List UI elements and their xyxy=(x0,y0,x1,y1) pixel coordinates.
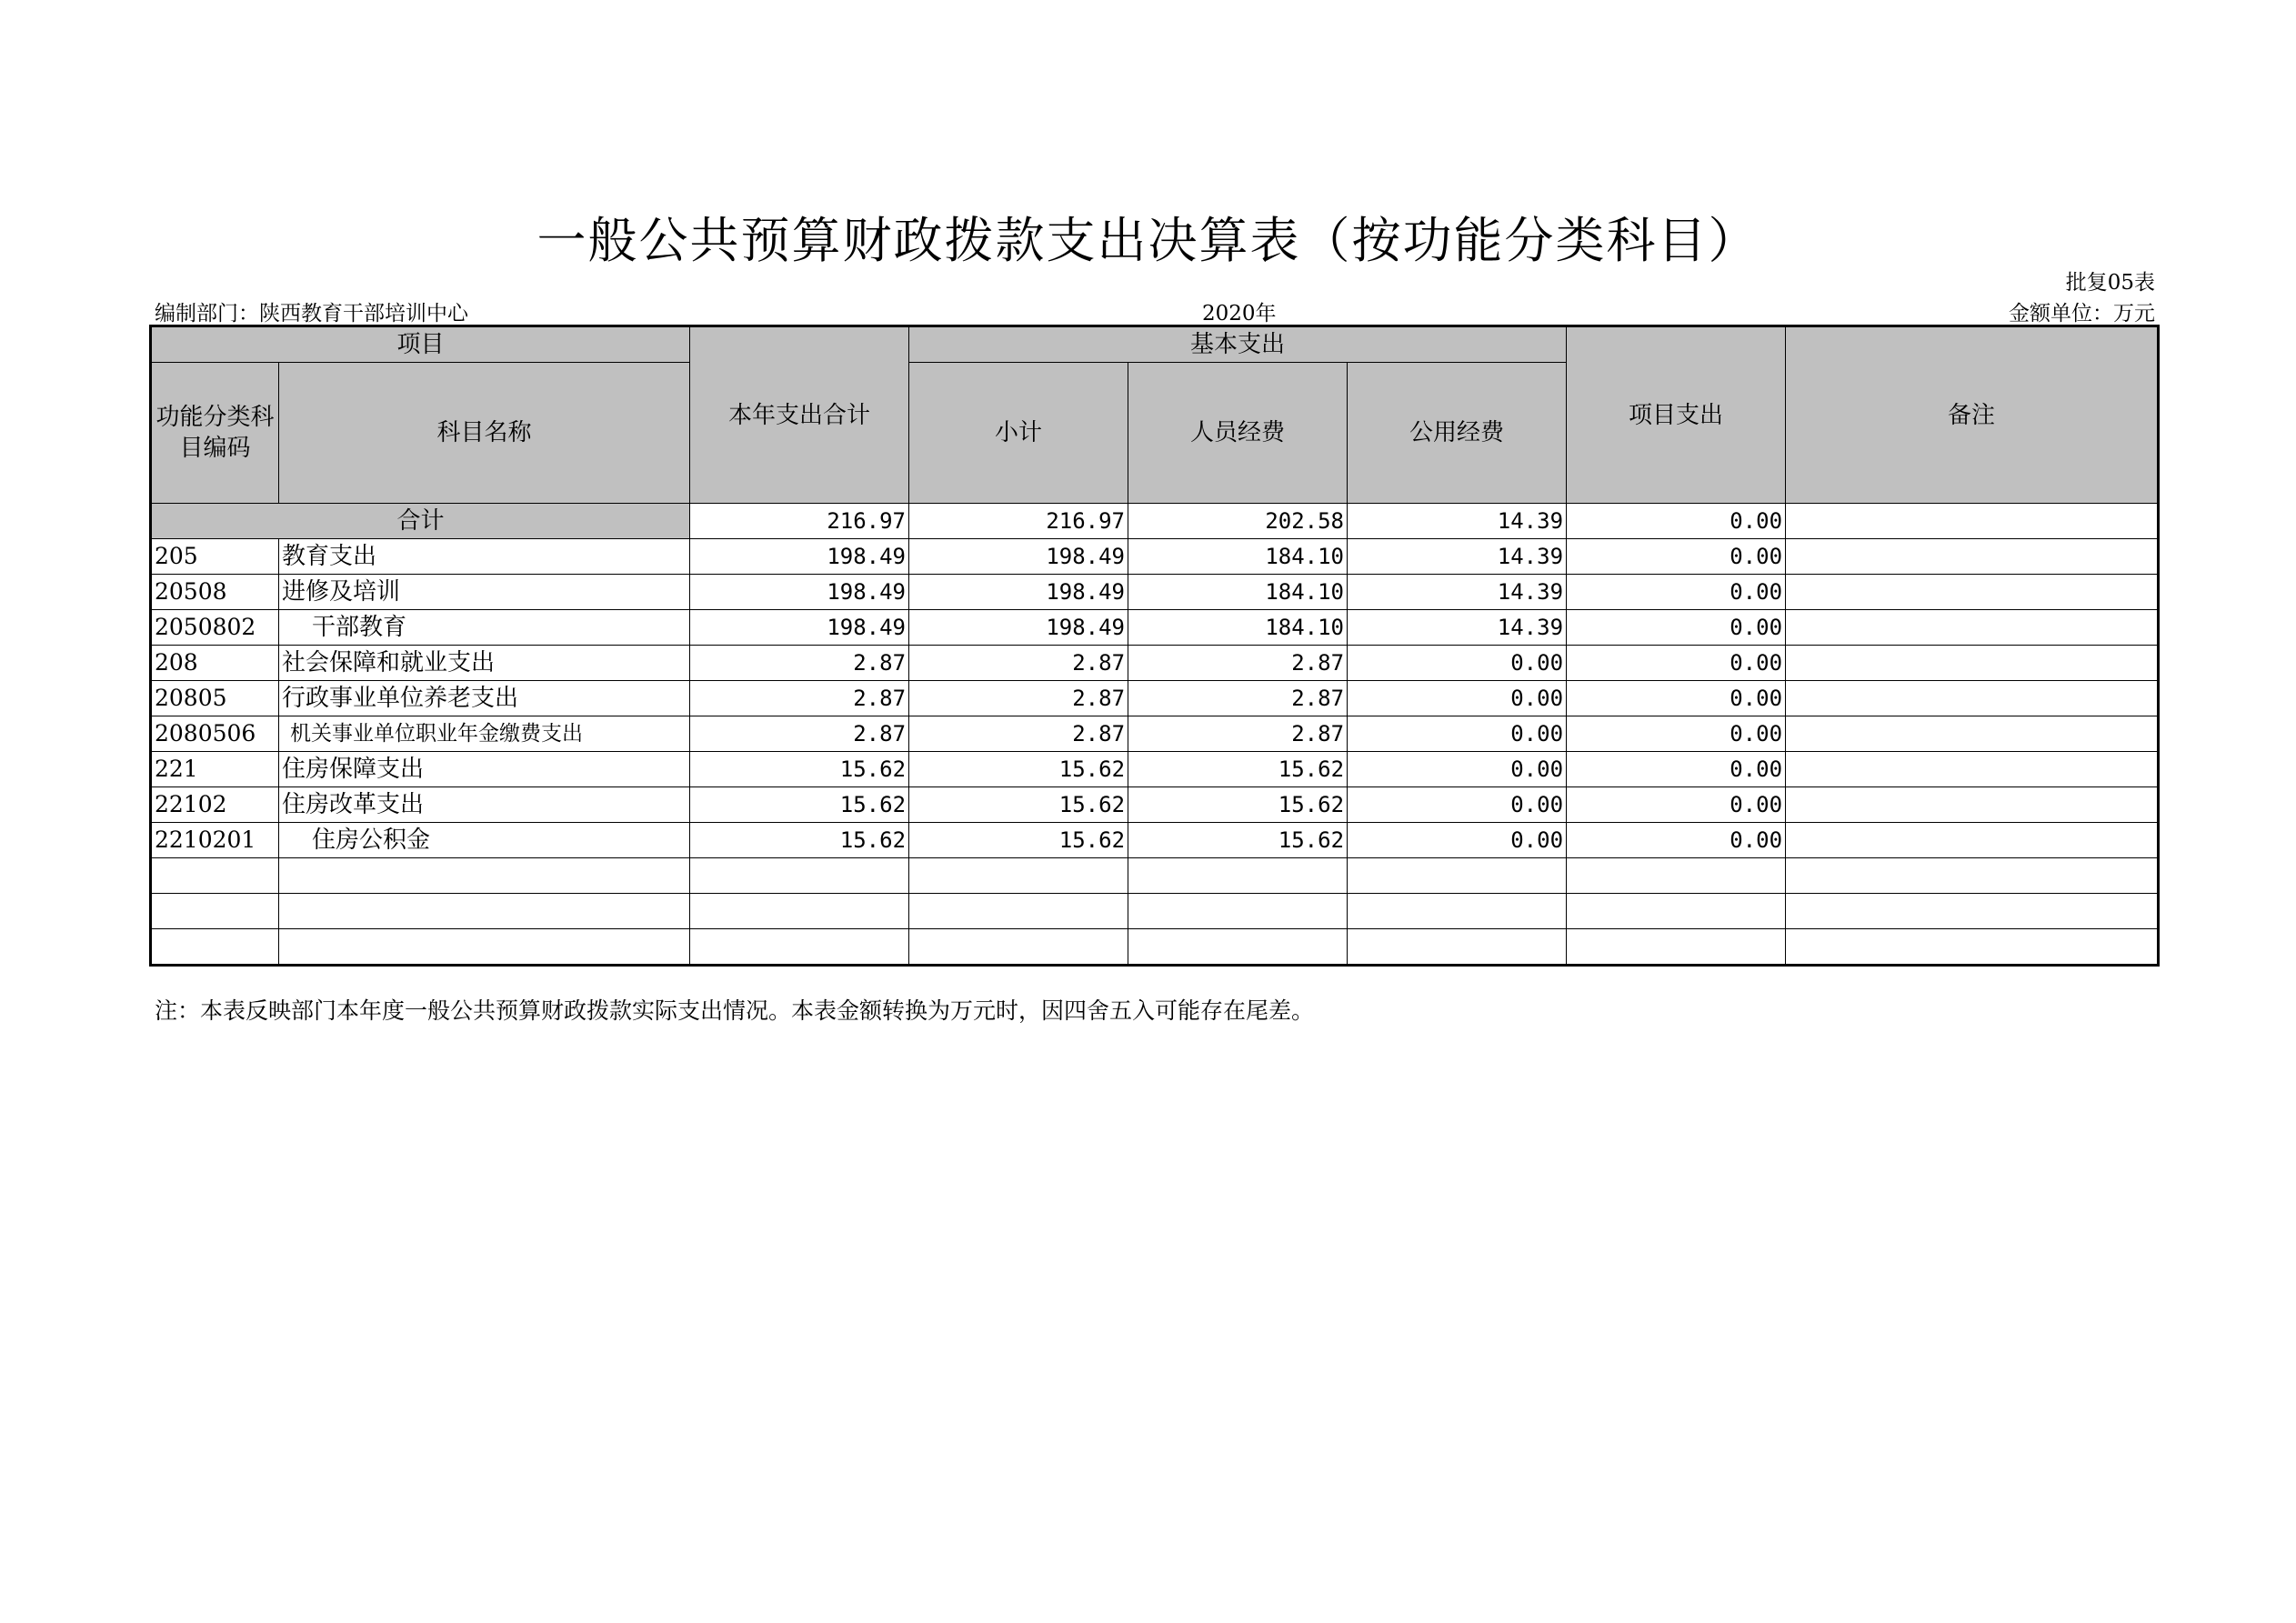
subtotal-cell: 198.49 xyxy=(909,575,1128,610)
empty-cell xyxy=(909,858,1128,894)
remark-cell xyxy=(1786,575,2159,610)
project-cell: 0.00 xyxy=(1567,610,1786,646)
subtotal-cell: 198.49 xyxy=(909,539,1128,575)
subtotal-cell: 216.97 xyxy=(909,504,1128,539)
table-row xyxy=(151,681,2159,716)
public-cell: 0.00 xyxy=(1348,823,1567,858)
name-cell: 住房公积金 xyxy=(279,823,690,858)
project-cell: 0.00 xyxy=(1567,787,1786,823)
remark-cell xyxy=(1786,823,2159,858)
header-code: 功能分类科目编码 xyxy=(151,363,279,504)
total-cell: 15.62 xyxy=(690,787,909,823)
empty-cell xyxy=(1128,929,1348,966)
empty-row xyxy=(151,894,2159,929)
total-cell: 2.87 xyxy=(690,681,909,716)
page-title: 一般公共预算财政拨款支出决算表（按功能分类科目） xyxy=(536,212,1760,269)
personnel-cell: 202.58 xyxy=(1128,504,1348,539)
empty-cell xyxy=(909,929,1128,966)
subtotal-cell: 2.87 xyxy=(909,646,1128,681)
amount-unit: 金额单位：万元 xyxy=(2009,302,2155,326)
empty-cell xyxy=(279,858,690,894)
header-basic: 基本支出 xyxy=(909,326,1567,363)
subtotal-cell: 2.87 xyxy=(909,716,1128,752)
personnel-cell: 2.87 xyxy=(1128,681,1348,716)
personnel-cell: 15.62 xyxy=(1128,787,1348,823)
personnel-cell: 184.10 xyxy=(1128,575,1348,610)
subtotal-cell: 15.62 xyxy=(909,787,1128,823)
public-cell: 0.00 xyxy=(1348,716,1567,752)
empty-cell xyxy=(1567,929,1786,966)
remark-cell xyxy=(1786,787,2159,823)
project-cell: 0.00 xyxy=(1567,716,1786,752)
empty-cell xyxy=(1348,858,1567,894)
name-cell: 行政事业单位养老支出 xyxy=(279,681,690,716)
project-cell: 0.00 xyxy=(1567,575,1786,610)
project-cell: 0.00 xyxy=(1567,752,1786,787)
code-cell: 20805 xyxy=(151,681,279,716)
footnote: 注：本表反映部门本年度一般公共预算财政拨款实际支出情况。本表金额转换为万元时，因四舍五入可能存在尾差。 xyxy=(155,997,1315,1024)
project-cell: 0.00 xyxy=(1567,539,1786,575)
total-label: 合计 xyxy=(151,504,690,539)
header-total: 本年支出合计 xyxy=(690,326,909,504)
empty-cell xyxy=(1348,929,1567,966)
fiscal-year: 2020年 xyxy=(1202,302,1277,326)
name-cell: 住房保障支出 xyxy=(279,752,690,787)
header-public: 公用经费 xyxy=(1348,363,1567,504)
code-cell: 2210201 xyxy=(151,823,279,858)
subtotal-cell: 15.62 xyxy=(909,823,1128,858)
remark-cell xyxy=(1786,752,2159,787)
table-row xyxy=(151,787,2159,823)
total-cell: 198.49 xyxy=(690,575,909,610)
public-cell: 0.00 xyxy=(1348,787,1567,823)
budget-table xyxy=(149,325,2160,967)
header-remark: 备注 xyxy=(1786,326,2159,504)
empty-cell xyxy=(1128,894,1348,929)
remark-cell xyxy=(1786,646,2159,681)
empty-cell xyxy=(1128,858,1348,894)
subtotal-cell: 2.87 xyxy=(909,681,1128,716)
code-cell: 2050802 xyxy=(151,610,279,646)
empty-cell xyxy=(1786,894,2159,929)
empty-cell xyxy=(151,929,279,966)
empty-cell xyxy=(1348,894,1567,929)
remark-cell xyxy=(1786,681,2159,716)
remark-cell xyxy=(1786,539,2159,575)
empty-cell xyxy=(1786,929,2159,966)
public-cell: 0.00 xyxy=(1348,681,1567,716)
personnel-cell: 184.10 xyxy=(1128,610,1348,646)
total-cell: 15.62 xyxy=(690,823,909,858)
empty-cell xyxy=(690,929,909,966)
total-cell: 198.49 xyxy=(690,610,909,646)
personnel-cell: 15.62 xyxy=(1128,823,1348,858)
table-row xyxy=(151,823,2159,858)
table-row xyxy=(151,716,2159,752)
code-cell: 22102 xyxy=(151,787,279,823)
header-subtotal: 小计 xyxy=(909,363,1128,504)
empty-cell xyxy=(151,858,279,894)
project-cell: 0.00 xyxy=(1567,646,1786,681)
project-cell: 0.00 xyxy=(1567,823,1786,858)
empty-cell xyxy=(690,894,909,929)
empty-cell xyxy=(279,929,690,966)
total-row xyxy=(151,504,2159,539)
total-cell: 198.49 xyxy=(690,539,909,575)
header-personnel: 人员经费 xyxy=(1128,363,1348,504)
remark-cell xyxy=(1786,504,2159,539)
personnel-cell: 2.87 xyxy=(1128,716,1348,752)
total-cell: 2.87 xyxy=(690,716,909,752)
table-row xyxy=(151,610,2159,646)
total-cell: 2.87 xyxy=(690,646,909,681)
personnel-cell: 15.62 xyxy=(1128,752,1348,787)
table-row xyxy=(151,752,2159,787)
empty-cell xyxy=(1786,858,2159,894)
public-cell: 14.39 xyxy=(1348,575,1567,610)
name-cell: 机关事业单位职业年金缴费支出 xyxy=(279,716,690,752)
public-cell: 14.39 xyxy=(1348,539,1567,575)
personnel-cell: 2.87 xyxy=(1128,646,1348,681)
table-row xyxy=(151,539,2159,575)
empty-row xyxy=(151,929,2159,966)
table-row xyxy=(151,575,2159,610)
public-cell: 0.00 xyxy=(1348,752,1567,787)
empty-cell xyxy=(279,894,690,929)
total-cell: 15.62 xyxy=(690,752,909,787)
header-item: 项目 xyxy=(151,326,690,363)
project-cell: 0.00 xyxy=(1567,681,1786,716)
public-cell: 0.00 xyxy=(1348,646,1567,681)
personnel-cell: 184.10 xyxy=(1128,539,1348,575)
name-cell: 干部教育 xyxy=(279,610,690,646)
public-cell: 14.39 xyxy=(1348,610,1567,646)
empty-cell xyxy=(909,894,1128,929)
code-cell: 205 xyxy=(151,539,279,575)
form-number: 批复05表 xyxy=(2065,271,2155,295)
compiling-department: 编制部门：陕西教育干部培训中心 xyxy=(155,302,468,326)
table-row xyxy=(151,646,2159,681)
public-cell: 14.39 xyxy=(1348,504,1567,539)
empty-cell xyxy=(1567,894,1786,929)
total-cell: 216.97 xyxy=(690,504,909,539)
code-cell: 2080506 xyxy=(151,716,279,752)
name-cell: 住房改革支出 xyxy=(279,787,690,823)
name-cell: 教育支出 xyxy=(279,539,690,575)
project-cell: 0.00 xyxy=(1567,504,1786,539)
header-name: 科目名称 xyxy=(279,363,690,504)
empty-cell xyxy=(690,858,909,894)
subtotal-cell: 198.49 xyxy=(909,610,1128,646)
empty-cell xyxy=(151,894,279,929)
header-project: 项目支出 xyxy=(1567,326,1786,504)
name-cell: 社会保障和就业支出 xyxy=(279,646,690,681)
code-cell: 208 xyxy=(151,646,279,681)
remark-cell xyxy=(1786,716,2159,752)
subtotal-cell: 15.62 xyxy=(909,752,1128,787)
code-cell: 221 xyxy=(151,752,279,787)
code-cell: 20508 xyxy=(151,575,279,610)
remark-cell xyxy=(1786,610,2159,646)
empty-row xyxy=(151,858,2159,894)
empty-cell xyxy=(1567,858,1786,894)
name-cell: 进修及培训 xyxy=(279,575,690,610)
